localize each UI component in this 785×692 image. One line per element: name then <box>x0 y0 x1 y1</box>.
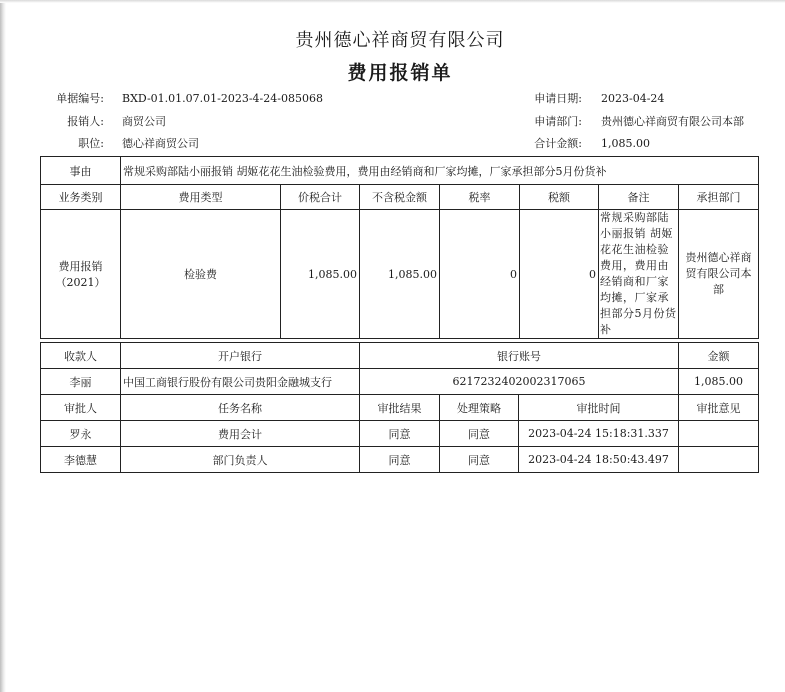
applicant-label: 报销人: <box>67 114 104 128</box>
expense-category: 费用报销（2021） <box>41 210 121 339</box>
col-header-tax-rate: 税率 <box>440 185 520 210</box>
approval-result: 同意 <box>360 421 440 447</box>
approval-task: 费用会计 <box>121 421 360 447</box>
payee-header-amount: 金额 <box>679 343 759 369</box>
apply-dept-value: 贵州德心祥商贸有限公司本部 <box>601 114 744 128</box>
approval-row <box>41 421 759 447</box>
matter-row <box>41 157 759 185</box>
position-label: 职位: <box>78 137 104 150</box>
approval-strategy: 同意 <box>440 421 519 447</box>
approval-approver: 罗永 <box>41 421 121 447</box>
approval-header-task: 任务名称 <box>121 395 360 421</box>
payee-row <box>41 369 759 395</box>
col-header-note: 备注 <box>599 185 679 210</box>
header-row-1 <box>40 88 760 111</box>
expense-row <box>41 210 759 339</box>
expense-amount-ex-tax: 1,085.00 <box>360 210 440 339</box>
total-value: 1,085.00 <box>601 137 650 150</box>
approval-opinion <box>679 447 759 473</box>
col-header-dept: 承担部门 <box>679 185 759 210</box>
col-header-amount-ex-tax: 不含税金额 <box>360 185 440 210</box>
approval-time: 2023-04-24 15:18:31.337 <box>519 421 679 447</box>
payee-header-account: 银行账号 <box>360 343 679 369</box>
payee-name: 李丽 <box>41 369 121 395</box>
applicant-value: 商贸公司 <box>122 114 166 128</box>
col-header-type: 费用类型 <box>121 185 281 210</box>
expense-tax-amount: 0 <box>520 210 599 339</box>
approval-header-result: 审批结果 <box>360 395 440 421</box>
total-label: 合计金额: <box>534 137 582 150</box>
col-header-total-with-tax: 价税合计 <box>281 185 360 210</box>
approval-time: 2023-04-24 18:50:43.497 <box>519 447 679 473</box>
approval-row <box>41 447 759 473</box>
payee-header-payee: 收款人 <box>41 343 121 369</box>
expense-tax-rate: 0 <box>440 210 520 339</box>
expense-dept: 贵州德心祥商贸有限公司本部 <box>679 210 759 339</box>
payee-header-bank: 开户银行 <box>121 343 360 369</box>
apply-dept-label: 申请部门: <box>534 114 582 128</box>
payee-approval-table <box>40 342 759 473</box>
header-row-2 <box>40 111 760 134</box>
payee-account: 6217232402002317065 <box>360 369 679 395</box>
col-header-category: 业务类别 <box>41 185 121 210</box>
approval-header-row <box>41 395 759 421</box>
expense-total-with-tax: 1,085.00 <box>281 210 360 339</box>
approval-header-time: 审批时间 <box>519 395 679 421</box>
page-edge-shadow <box>0 0 6 692</box>
page-top-shadow <box>0 0 785 3</box>
expense-table <box>40 156 759 339</box>
approval-header-opinion: 审批意见 <box>679 395 759 421</box>
reimbursement-document <box>40 28 760 467</box>
matter-label: 事由 <box>41 157 121 185</box>
approval-opinion <box>679 421 759 447</box>
payee-bank: 中国工商银行股份有限公司贵阳金融城支行 <box>121 369 360 395</box>
approval-header-approver: 审批人 <box>41 395 121 421</box>
document-title: 费用报销单 <box>347 62 453 84</box>
doc-no-label: 单据编号: <box>56 92 104 105</box>
apply-date-value: 2023-04-24 <box>601 92 665 105</box>
expense-header-row <box>41 185 759 210</box>
approval-strategy: 同意 <box>440 447 519 473</box>
header-info <box>40 88 760 156</box>
approval-approver: 李德慧 <box>41 447 121 473</box>
expense-type: 检验费 <box>121 210 281 339</box>
payee-amount: 1,085.00 <box>679 369 759 395</box>
header-row-3 <box>40 133 760 156</box>
company-name: 贵州德心祥商贸有限公司 <box>295 30 505 51</box>
expense-note: 常规采购部陆小丽报销 胡姬花花生油检验费用，费用由经销商和厂家均摊，厂家承担部分5月份货补 <box>599 210 679 339</box>
doc-no-value: BXD-01.01.07.01-2023-4-24-085068 <box>122 92 323 105</box>
approval-result: 同意 <box>360 447 440 473</box>
apply-date-label: 申请日期: <box>534 92 582 105</box>
approval-header-strategy: 处理策略 <box>440 395 519 421</box>
position-value: 德心祥商贸公司 <box>122 137 199 150</box>
approval-task: 部门负责人 <box>121 447 360 473</box>
col-header-tax-amount: 税额 <box>520 185 599 210</box>
matter-text: 常规采购部陆小丽报销 胡姬花花生油检验费用，费用由经销商和厂家均摊，厂家承担部分5月份货补 <box>121 157 759 185</box>
payee-header-row <box>41 343 759 369</box>
